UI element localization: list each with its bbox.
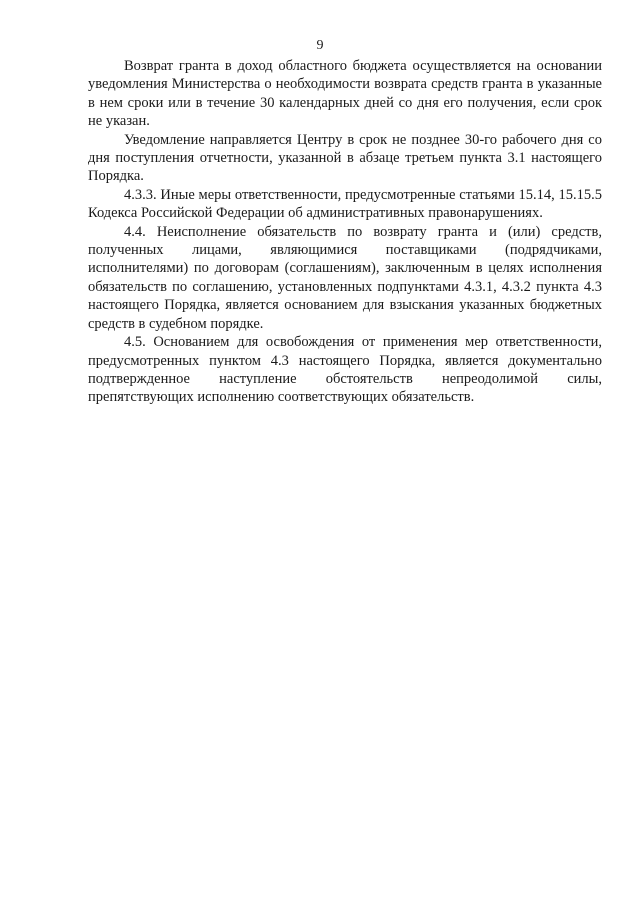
- paragraph-grant-return: Возврат гранта в доход областного бюджета осуществляется на основании уведомления Министерства о необходимости возврата средств гранта в указанные в нем сроки или в течение 30 календарных дней со дня его получения, если срок не указан.: [88, 58, 602, 130]
- page-number: 9: [316, 38, 324, 53]
- document-body: [88, 57, 602, 407]
- paragraph-4-4: 4.4. Неисполнение обязательств по возврату гранта и (или) средств, полученных лицами, являющимися поставщиками (подрядчиками, исполнителями) по договорам (соглашениям), заключенным в целях исполнения обязательств по соглашению, установленных подпунктами 4.3.1, 4.3.2 пункта 4.3 настоящего Порядка, является основанием для взыскания указанных бюджетных средств в судебном порядке.: [88, 223, 602, 332]
- paragraph-4-5: 4.5. Основанием для освобождения от применения мер ответственности, предусмотренных пунктом 4.3 настоящего Порядка, является документально подтвержденное наступление обстоятельств непреодолимой силы, препятствующих исполнению соответствующих обязательств.: [88, 334, 602, 406]
- paragraph-notification: Уведомление направляется Центру в срок не позднее 30-го рабочего дня со дня поступления отчетности, указанной в абзаце третьем пункта 3.1 настоящего Порядка.: [88, 131, 602, 185]
- paragraph-4-3-3: 4.3.3. Иные меры ответственности, предусмотренные статьями 15.14, 15.15.5 Кодекса Российской Федерации об административных правонарушениях.: [88, 186, 602, 222]
